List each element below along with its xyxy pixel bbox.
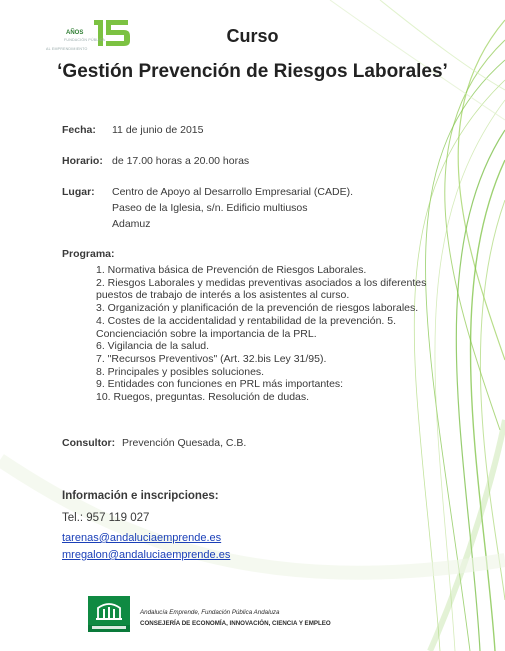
logo-subtitle-2: AL EMPRENDIMIENTO [46,47,88,51]
programa-line: 2. Riesgos Laborales y medidas preventivas asociados a los diferentes [96,276,427,289]
consultor-value: Prevención Quesada, C.B. [122,437,247,449]
programa-line: 8. Principales y posibles soluciones. [96,365,265,378]
programa-line: 1. Normativa básica de Prevención de Riesgos Laborales. [96,264,367,276]
lugar-line-3: Adamuz [112,218,151,230]
fecha-label: Fecha: [62,124,96,136]
programa-line: puestos de trabajo de interés a los asistentes al curso. [96,289,350,302]
lugar-line-2: Paseo de la Iglesia, s/n. Edificio multiusos [112,202,308,214]
programa-line: Concienciación sobre la importancia de la PRL. [96,327,317,340]
footer-line-1: Andalucía Emprende, Fundación Pública Andaluza [140,609,280,616]
programa-line: 10. Ruegos, preguntas. Resolución de dudas. [96,391,310,404]
programa-label: Programa: [62,248,115,260]
horario-value: de 17.00 horas a 20.00 horas [112,155,250,167]
footer-line-2: CONSEJERÍA DE ECONOMÍA, INNOVACIÓN, CIENCIA Y EMPLEO [140,620,331,627]
course-title: ‘Gestión Prevención de Riesgos Laborales’ [57,61,448,82]
programa-line: 9. Entidades con funciones en PRL más importantes: [96,378,344,391]
fecha-value: 11 de junio de 2015 [112,124,204,136]
programa-line: 6. Vigilancia de la salud. [96,340,210,353]
lugar-line-1: Centro de Apoyo al Desarrollo Empresarial (CADE). [112,186,354,198]
programa-list [96,264,446,404]
programa-line: 7. "Recursos Preventivos" (Art. 32.bis Ley 31/95). [96,352,327,365]
logo-label: AÑOS [66,30,84,36]
contact-phone: Tel.: 957 119 027 [62,512,150,524]
junta-andalucia-icon [86,594,132,634]
programa-line: 4. Costes de la accidentalidad y rentabilidad de la prevención. 5. [96,314,397,327]
lugar-label: Lugar: [62,186,95,198]
contact-title: Información e inscripciones: [62,490,219,502]
course-kicker: Curso [226,26,279,46]
consultor-label: Consultor: [62,437,116,449]
horario-label: Horario: [62,155,103,167]
programa-line: 3. Organización y planificación de la prevención de riesgos laborales. [96,302,419,315]
email-link-tarenas[interactable]: tarenas@andaluciaemprende.es [62,532,222,544]
junta-andalucia-logo [86,594,132,634]
email-link-mregalon[interactable]: mregalon@andaluciaemprende.es [62,549,231,561]
logo-subtitle-1: FUNDACIÓN PÚBLICA [64,38,106,42]
